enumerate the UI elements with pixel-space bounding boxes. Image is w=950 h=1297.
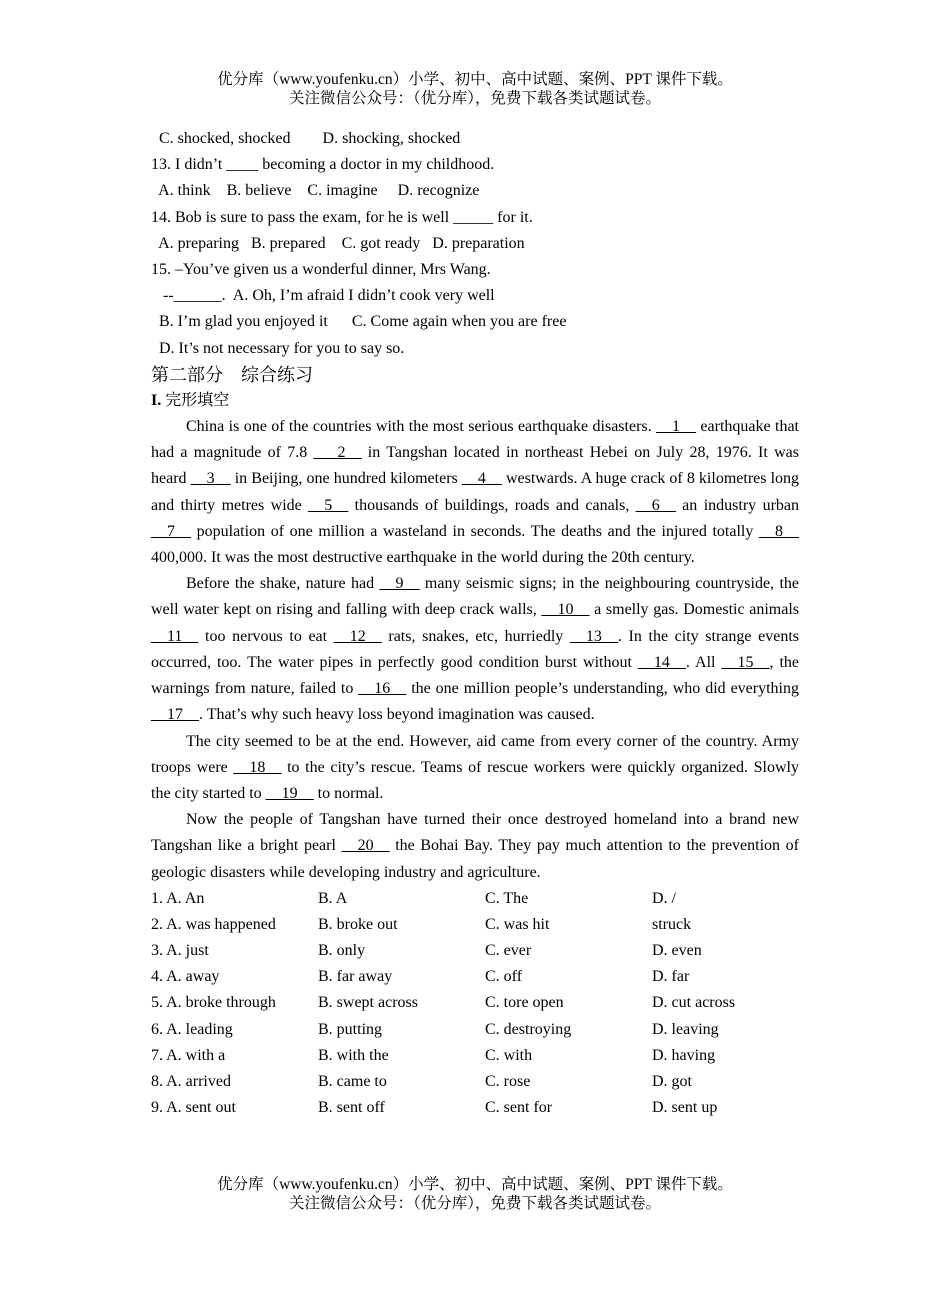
- page-header: [0, 70, 950, 108]
- option-b: B. far away: [318, 968, 393, 986]
- section-title: 第二部分 综合练习: [151, 364, 313, 385]
- option-c: C. was hit: [485, 915, 550, 933]
- footer-line-2: 关注微信公众号：（优分库），免费下载各类试题试卷。: [288, 1195, 661, 1212]
- option-b: B. broke out: [318, 915, 398, 933]
- mcq-line: D. It’s not necessary for you to say so.: [151, 339, 405, 357]
- option-b: B. sent off: [318, 1099, 385, 1117]
- subsection-label: 完形填空: [161, 391, 230, 409]
- mcq-list: [151, 126, 799, 362]
- option-a: 1. A. An: [151, 889, 205, 907]
- option-b: B. putting: [318, 1020, 383, 1038]
- option-d: D. far: [652, 968, 690, 986]
- option-d: D. even: [652, 942, 702, 960]
- option-a: 4. A. away: [151, 968, 220, 986]
- blank-6: __6__: [635, 496, 676, 514]
- option-b: B. with the: [318, 1046, 389, 1064]
- option-d: D. /: [652, 889, 676, 907]
- passage-paragraph-2: Before the shake, nature had __9__ many seismic signs; in the neighbouring countryside, the well water kept on rising and falling with deep crack walls, __10__ a smelly gas. Domestic animals __11__ too nervous to eat __12__ rats, snakes, etc, hurriedly __13__. In the city strange events occurred, too. The water pipes in perfectly good condition burst without __14__. All __15__, the warnings from nature, failed to __16__ the one million people’s understanding, who did everything __17__. That’s why such heavy loss beyond imagination was caused.: [151, 575, 800, 724]
- blank-20: __20__: [341, 837, 390, 855]
- option-d: D. having: [652, 1046, 716, 1064]
- blank-19: __19__: [265, 784, 314, 802]
- footer-line-1: 优分库（www.youfenku.cn）小学、初中、高中试题、案例、PPT 课件下载。: [217, 1176, 733, 1193]
- option-row: [151, 1017, 799, 1043]
- blank-17: __17__: [151, 706, 199, 724]
- option-c: C. sent for: [485, 1099, 553, 1117]
- options-table: [151, 886, 799, 1122]
- option-b: B. swept across: [318, 994, 418, 1012]
- blank-9: __9__: [379, 575, 420, 593]
- option-c: C. rose: [485, 1073, 531, 1091]
- option-a: 9. A. sent out: [151, 1099, 236, 1117]
- blank-12: __12__: [333, 627, 382, 645]
- mcq-line: 14. Bob is sure to pass the exam, for he is well _____ for it.: [151, 208, 533, 226]
- blank-2: ___2__: [313, 444, 362, 462]
- option-b: B. A: [318, 889, 348, 907]
- option-a: 5. A. broke through: [151, 994, 276, 1012]
- blank-13: __13__: [569, 627, 618, 645]
- option-d: D. sent up: [652, 1099, 718, 1117]
- option-d: D. got: [652, 1073, 692, 1091]
- mcq-line: 15. –You’ve given us a wonderful dinner, Mrs Wang.: [151, 260, 491, 278]
- option-row: [151, 964, 799, 990]
- blank-4: __4__: [461, 470, 502, 488]
- mcq-line: A. think B. believe C. imagine D. recognize: [151, 182, 480, 200]
- option-row: [151, 1095, 799, 1121]
- mcq-line: 13. I didn’t ____ becoming a doctor in my childhood.: [151, 156, 495, 174]
- option-a: 2. A. was happened: [151, 915, 276, 933]
- passage-paragraph-4: Now the people of Tangshan have turned their once destroyed homeland into a brand new Tangshan like a bright pearl __20__ the Bohai Bay. They pay much attention to the prevention of geologic disasters while developing industry and agriculture.: [151, 811, 800, 881]
- option-d: D. cut across: [652, 994, 736, 1012]
- mcq-line: A. preparing B. prepared C. got ready D. preparation: [151, 234, 525, 252]
- option-c: C. ever: [485, 942, 532, 960]
- header-line-2: 关注微信公众号：（优分库），免费下载各类试题试卷。: [288, 90, 661, 107]
- blank-5: __5__: [308, 496, 349, 514]
- blank-18: __18__: [233, 758, 282, 776]
- passage-paragraph-1: China is one of the countries with the most serious earthquake disasters. __1__ earthquake that had a magnitude of 7.8 ___2__ in Tangshan located in northeast Hebei on July 28, 1976. It was heard __3__ in Beijing, one hundred kilometers __4__ westwards. A huge crack of 8 kilometres long and thirty metres wide __5__ thousands of buildings, roads and canals, __6__ an industry urban __7__ population of one million a wasteland in seconds. The deaths and the injured totally __8__ 400,000. It was the most destructive earthquake in the world during the 20th century.: [151, 418, 800, 567]
- option-a: 3. A. just: [151, 942, 209, 960]
- blank-10: __10__: [541, 601, 590, 619]
- option-c: C. off: [485, 968, 523, 986]
- option-row: [151, 886, 799, 912]
- option-b: B. came to: [318, 1073, 387, 1091]
- option-row: [151, 938, 799, 964]
- option-a: 7. A. with a: [151, 1046, 226, 1064]
- blank-3: __3__: [190, 470, 231, 488]
- header-line-1: 优分库（www.youfenku.cn）小学、初中、高中试题、案例、PPT 课件下载。: [217, 71, 733, 88]
- passage-paragraph-3: The city seemed to be at the end. However, aid came from every corner of the country. Army troops were __18__ to the city’s rescue. Teams of rescue workers were quickly organized. Slowly the city started to __19__ to normal.: [151, 732, 799, 802]
- mcq-line: --______. A. Oh, I’m afraid I didn’t cook very well: [151, 287, 495, 305]
- option-d: struck: [652, 915, 692, 933]
- blank-16: __16__: [358, 680, 407, 698]
- blank-14: __14__: [637, 653, 686, 671]
- mcq-line: B. I’m glad you enjoyed it C. Come again when you are free: [151, 313, 567, 331]
- option-a: 6. A. leading: [151, 1020, 233, 1038]
- option-row: [151, 1069, 799, 1095]
- subsection-number: I.: [151, 391, 162, 409]
- blank-11: __11__: [151, 627, 199, 645]
- option-c: C. destroying: [485, 1020, 572, 1038]
- blank-7: __7__: [151, 522, 191, 540]
- subsection-title: [151, 388, 799, 414]
- option-d: D. leaving: [652, 1020, 719, 1038]
- page-footer: [0, 1175, 950, 1213]
- option-row: [151, 1043, 799, 1069]
- blank-1: __1__: [656, 418, 697, 436]
- option-c: C. with: [485, 1046, 533, 1064]
- option-row: [151, 912, 799, 938]
- mcq-line: C. shocked, shocked D. shocking, shocked: [151, 130, 461, 147]
- option-c: C. tore open: [485, 994, 564, 1012]
- option-c: C. The: [485, 889, 529, 907]
- document-body: [151, 126, 799, 1121]
- option-b: B. only: [318, 942, 366, 960]
- blank-8: __8__: [759, 522, 799, 540]
- blank-15: __15__: [721, 653, 770, 671]
- option-a: 8. A. arrived: [151, 1073, 231, 1091]
- option-row: [151, 990, 799, 1016]
